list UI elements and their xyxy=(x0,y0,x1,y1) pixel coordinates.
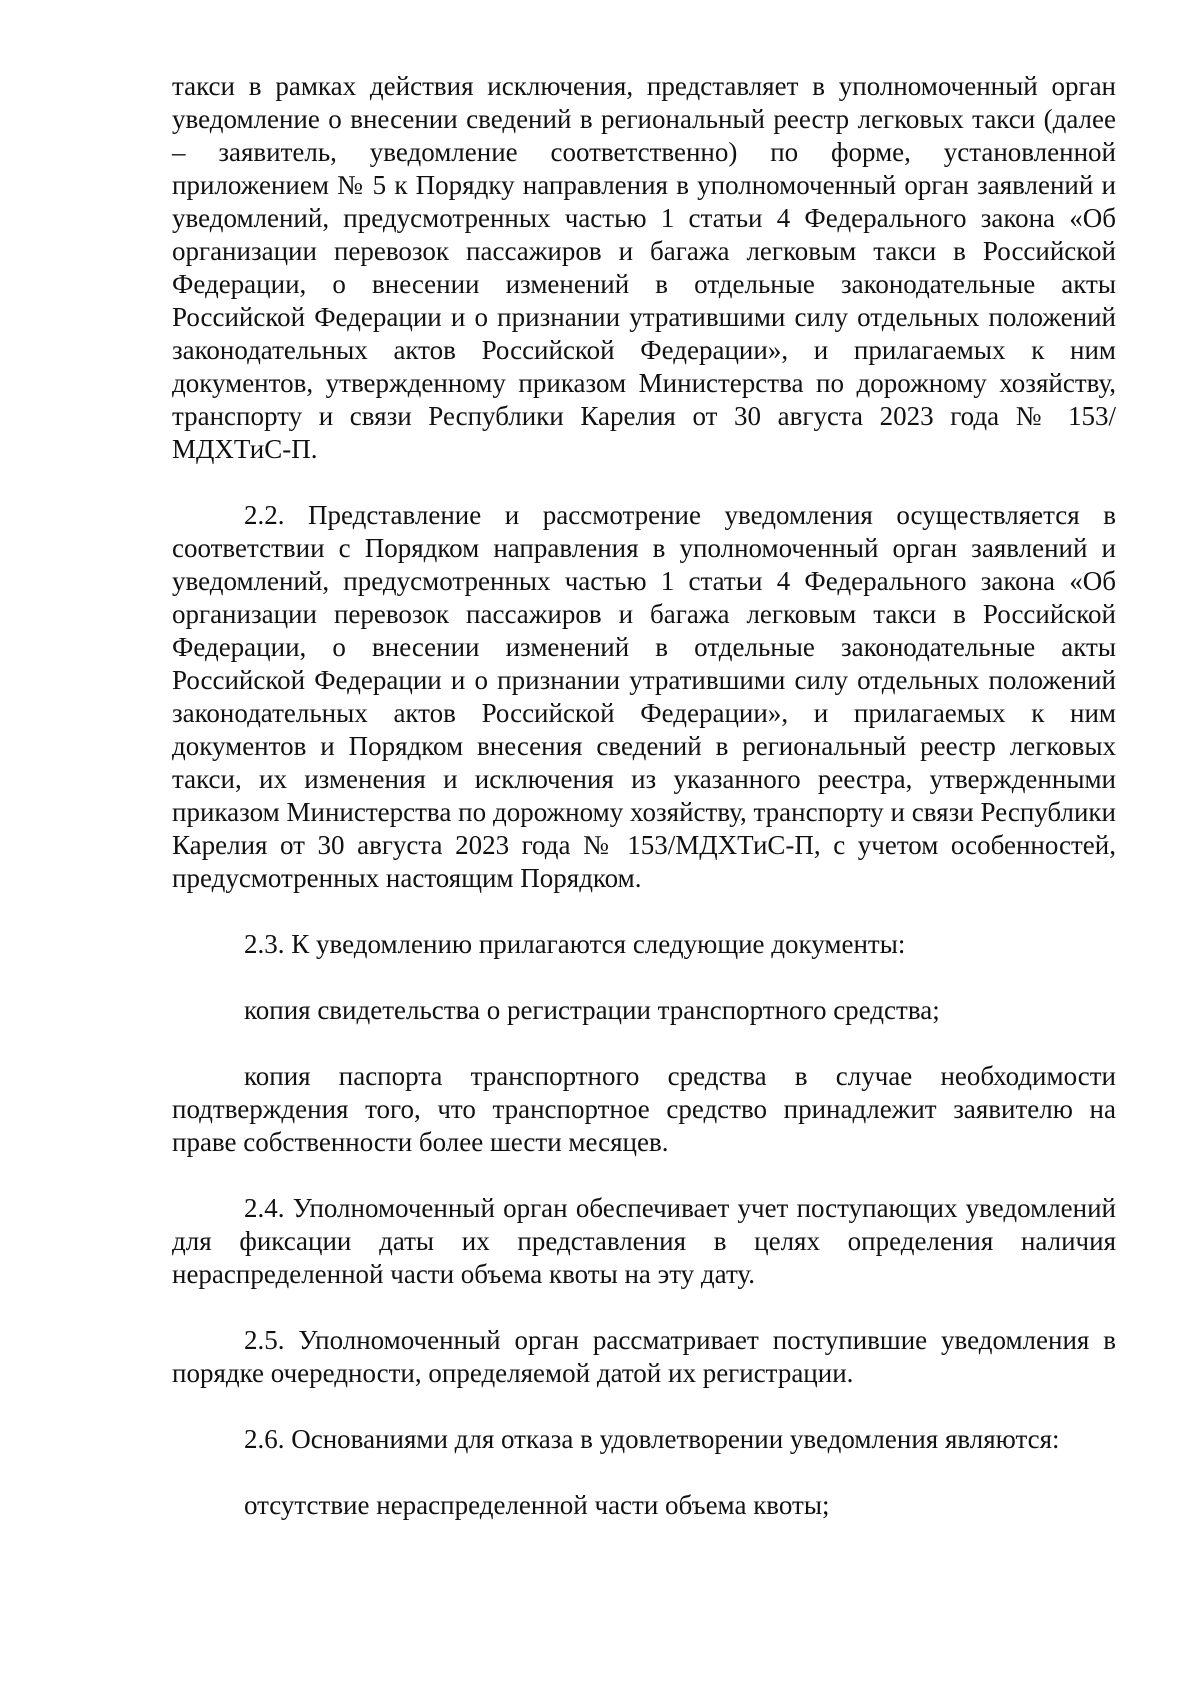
paragraph-passport-copy: копия паспорта транспортного средства в случае необходимости подтверждения того, что транспортное средство принадлежит заявителю на праве собственности более шести месяцев. xyxy=(172,1061,1116,1157)
paragraph-2-4: 2.4. Уполномоченный орган обеспечивает учет поступающих уведомлений для фиксации даты их представления в целях определения наличия нераспределенной части объема квоты на эту дату. xyxy=(172,1193,1116,1289)
paragraph-2-5: 2.5. Уполномоченный орган рассматривает поступившие уведомления в порядке очередности, определяемой датой их регистрации. xyxy=(172,1325,1116,1388)
paragraph-2-3: 2.3. К уведомлению прилагаются следующие документы: xyxy=(244,929,906,959)
paragraph-2-6: 2.6. Основаниями для отказа в удовлетворении уведомления являются: xyxy=(244,1424,1060,1454)
paragraph-no-quota: отсутствие нераспределенной части объема квоты; xyxy=(244,1490,830,1520)
paragraph-registration-copy: копия свидетельства о регистрации транспортного средства; xyxy=(244,995,940,1025)
paragraph-continuation: такси в рамках действия исключения, представляет в уполномоченный орган уведомление о внесении сведений в региональный реестр легковых такси (далее – заявитель, уведомление соответственно) по форме, установленной приложением № 5 к Порядку направления в уполномоченный орган заявлений и уведомлений, предусмотренных частью 1 статьи 4 Федерального закона «Об организации перевозок пассажиров и багажа легковым такси в Российской Федерации, о внесении изменений в отдельные законодательные акты Российской Федерации и о признании утратившими силу отдельных положений законодательных актов Российской Федерации», и прилагаемых к ним документов, утвержденному приказом Министерства по дорожному хозяйству, транспорту и связи Республики Карелия от 30 августа 2023 года № 153/МДХТиС-П. xyxy=(172,71,1116,464)
document-page xyxy=(172,70,1116,1522)
paragraph-2-2: 2.2. Представление и рассмотрение уведомления осуществляется в соответствии с Порядком направления в уполномоченный орган заявлений и уведомлений, предусмотренных частью 1 статьи 4 Федерального закона «Об организации перевозок пассажиров и багажа легковым такси в Российской Федерации, о внесении изменений в отдельные законодательные акты Российской Федерации и о признании утратившими силу отдельных положений законодательных актов Российской Федерации», и прилагаемых к ним документов и Порядком внесения сведений в региональный реестр легковых такси, их изменения и исключения из указанного реестра, утвержденными приказом Министерства по дорожному хозяйству, транспорту и связи Республики Карелия от 30 августа 2023 года № 153/МДХТиС-П, с учетом особенностей, предусмотренных настоящим Порядком. xyxy=(172,500,1116,893)
